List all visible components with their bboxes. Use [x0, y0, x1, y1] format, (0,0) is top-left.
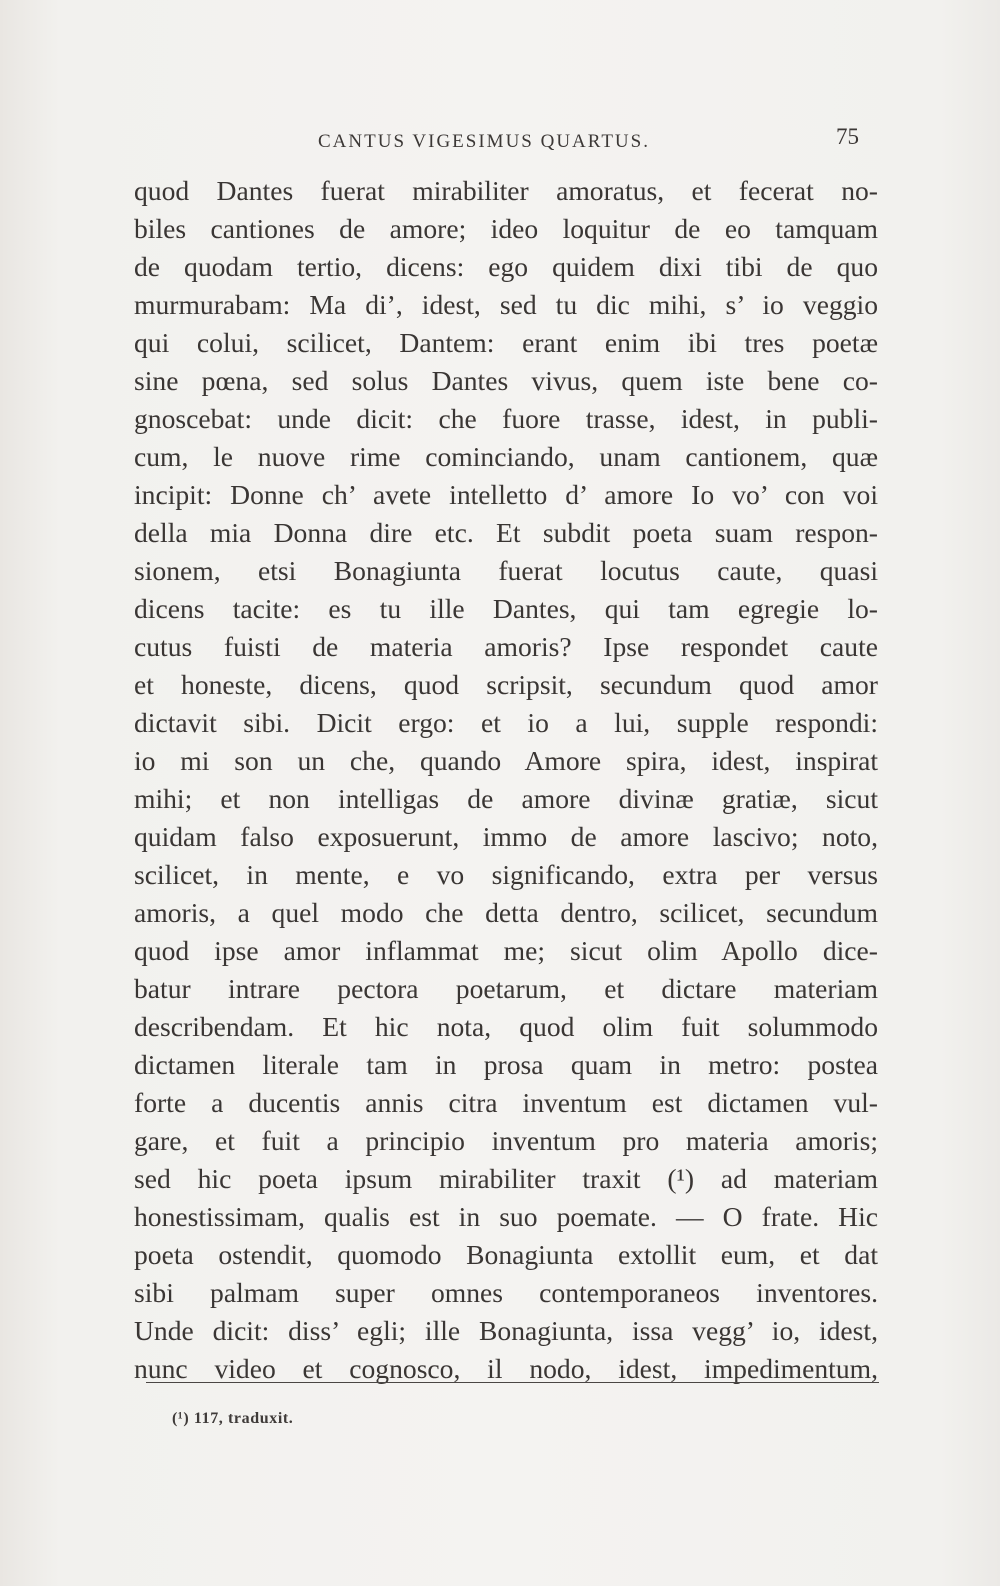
text-line: forte a ducentis annis citra inventum est dictamen vul- [134, 1087, 878, 1118]
text-line: scilicet, in mente, e vo significando, extra per versus [134, 859, 878, 890]
footnote-text: 117, traduxit. [193, 1410, 294, 1427]
footnote-rule [146, 1382, 879, 1383]
text-line: qui colui, scilicet, Dantem: erant enim ibi tres poetæ [134, 327, 878, 358]
text-line: describendam. Et hic nota, quod olim fuit solummodo [134, 1011, 878, 1042]
body-text [134, 172, 878, 1388]
text-line: amoris, a quel modo che detta dentro, scilicet, secundum [134, 897, 878, 928]
footnote-mark: (¹) [172, 1410, 190, 1427]
text-line: dictavit sibi. Dicit ergo: et io a lui, supple respondi: [134, 707, 878, 738]
text-line: quod ipse amor inflammat me; sicut olim Apollo dice- [134, 935, 878, 966]
text-line: cum, le nuove rime cominciando, unam cantionem, quæ [134, 441, 878, 472]
text-line: et honeste, dicens, quod scripsit, secundum quod amor [134, 669, 878, 700]
text-line: gare, et fuit a principio inventum pro materia amoris; [134, 1125, 878, 1156]
text-line: sionem, etsi Bonagiunta fuerat locutus caute, quasi [134, 555, 878, 586]
text-line: io mi son un che, quando Amore spira, idest, inspirat [134, 745, 878, 776]
text-line: quod Dantes fuerat mirabiliter amoratus, et fecerat no- [134, 175, 878, 206]
footnote [172, 1410, 293, 1428]
text-line: biles cantiones de amore; ideo loquitur de eo tamquam [134, 213, 878, 244]
text-line: dictamen literale tam in prosa quam in metro: postea [134, 1049, 878, 1080]
text-line: poeta ostendit, quomodo Bonagiunta extollit eum, et dat [134, 1239, 878, 1270]
text-line: batur intrare pectora poetarum, et dictare materiam [134, 973, 878, 1004]
text-line: nunc video et cognosco, il nodo, idest, impedimentum, [134, 1353, 878, 1384]
text-line: dicens tacite: es tu ille Dantes, qui tam egregie lo- [134, 593, 878, 624]
text-line: quidam falso exposuerunt, immo de amore lascivo; noto, [134, 821, 878, 852]
text-line: sed hic poeta ipsum mirabiliter traxit (¹) ad materiam [134, 1163, 878, 1194]
text-line: murmurabam: Ma di’, idest, sed tu dic mihi, s’ io veggio [134, 289, 878, 320]
text-line: gnoscebat: unde dicit: che fuore trasse, idest, in publi- [134, 403, 878, 434]
text-line: Unde dicit: diss’ egli; ille Bonagiunta, issa vegg’ io, idest, [134, 1315, 878, 1346]
text-line: mihi; et non intelligas de amore divinæ gratiæ, sicut [134, 783, 878, 814]
text-line: de quodam tertio, dicens: ego quidem dixi tibi de quo [134, 251, 878, 282]
text-line: della mia Donna dire etc. Et subdit poeta suam respon- [134, 517, 878, 548]
text-line: sine pœna, sed solus Dantes vivus, quem iste bene co- [134, 365, 878, 396]
running-title: CANTUS VIGESIMUS QUARTUS. [318, 131, 650, 152]
text-line: incipit: Donne ch’ avete intelletto d’ amore Io vo’ con voi [134, 479, 878, 510]
text-line: sibi palmam super omnes contemporaneos inventores. [134, 1277, 878, 1308]
text-line: honestissimam, qualis est in suo poemate. — O frate. Hic [134, 1201, 878, 1232]
text-line: cutus fuisti de materia amoris? Ipse respondet caute [134, 631, 878, 662]
page-number: 75 [836, 124, 859, 149]
